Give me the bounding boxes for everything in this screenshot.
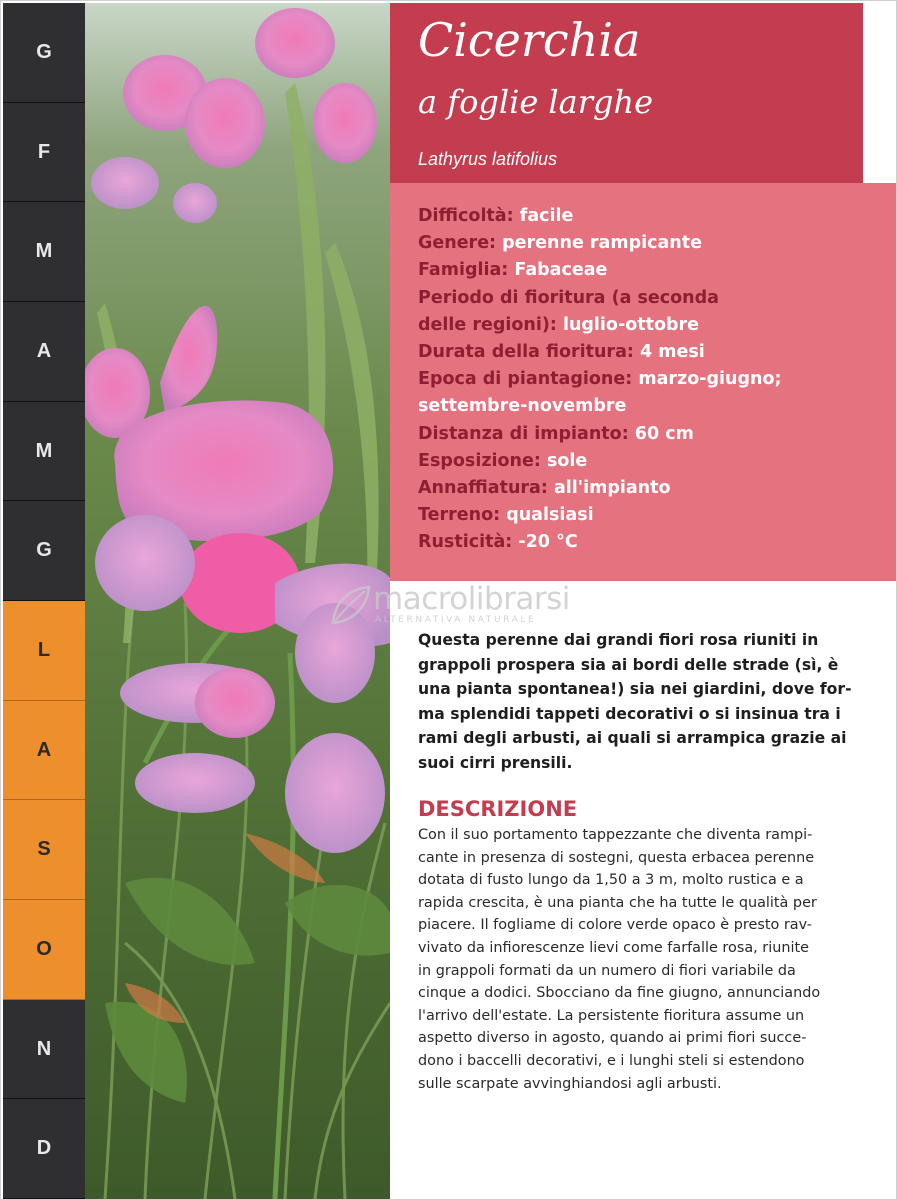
- description-line: rapida crescita, è una pianta che ha tutte le qualità per: [418, 894, 817, 911]
- info-value: marzo-giugno;: [638, 369, 782, 390]
- watermark-text: macrolibrarsi: [373, 581, 570, 617]
- description-line: dono i baccelli decorativi, e i lunghi steli si estendono: [418, 1052, 805, 1069]
- title-panel: [390, 3, 863, 183]
- info-key: delle regioni):: [418, 314, 563, 335]
- description-line: dotata di fusto lungo da 1,50 a 3 m, molto rustica e a: [418, 872, 804, 889]
- month-cell: M: [3, 202, 85, 302]
- info-row: [418, 339, 781, 366]
- info-panel: [390, 183, 896, 581]
- month-cell: N: [3, 1000, 85, 1100]
- month-cell: G: [3, 3, 85, 103]
- info-key: Genere:: [418, 233, 503, 254]
- info-value: qualsiasi: [506, 505, 594, 526]
- plant-subtitle: a foglie larghe: [418, 83, 654, 121]
- info-value: 60 cm: [634, 423, 694, 444]
- intro-line: una pianta spontanea!) sia nei giardini, dove for-: [418, 680, 852, 699]
- plant-title: Cicerchia: [418, 13, 641, 67]
- description-line: cinque a dodici. Sbocciano da fine giugno, annunciando: [418, 985, 821, 1002]
- description-line: Con il suo portamento tappezzante che diventa rampi-: [418, 827, 813, 843]
- month-cell: D: [3, 1099, 85, 1199]
- info-value: -20 °C: [518, 532, 578, 553]
- info-key: Periodo di fioritura (a seconda: [418, 287, 719, 308]
- latin-name: Lathyrus latifolius: [418, 149, 558, 169]
- month-cell: G: [3, 501, 85, 601]
- info-row: [418, 230, 781, 257]
- info-row: [418, 257, 781, 284]
- info-row: [418, 421, 781, 448]
- month-cell: A: [3, 701, 85, 801]
- info-key: Terreno:: [418, 505, 507, 526]
- description-line: cante in presenza di sostegni, questa erbacea perenne: [418, 849, 815, 866]
- info-row: [418, 529, 781, 556]
- info-list: [418, 203, 781, 557]
- info-value: sole: [546, 450, 588, 471]
- description-paragraph: [418, 824, 873, 1095]
- intro-line: rami degli arbusti, ai quali si arrampica grazie ai: [418, 729, 847, 748]
- leaf-logo-icon: [329, 583, 373, 627]
- info-value: Fabaceae: [514, 260, 608, 281]
- info-key: Durata della fioritura:: [418, 342, 640, 363]
- info-value: perenne rampicante: [502, 233, 703, 254]
- month-cell: S: [3, 800, 85, 900]
- intro-paragraph: [418, 628, 873, 776]
- month-cell: A: [3, 302, 85, 402]
- section-heading: DESCRIZIONE: [418, 797, 578, 821]
- info-key: Esposizione:: [418, 450, 547, 471]
- info-row: [418, 203, 781, 230]
- info-value: luglio-ottobre: [562, 314, 700, 335]
- month-cell: O: [3, 900, 85, 1000]
- info-value: all'impianto: [553, 478, 671, 499]
- month-cell: M: [3, 402, 85, 502]
- watermark-tagline: ALTERNATIVA NATURALE: [375, 615, 537, 625]
- intro-line: suoi cirri prensili.: [418, 753, 573, 772]
- description-line: l'arrivo dell'estate. La persistente fioritura assume un: [418, 1007, 805, 1024]
- info-row: [418, 502, 781, 529]
- info-row: [418, 475, 781, 502]
- info-value: facile: [519, 206, 574, 226]
- info-row: [418, 448, 781, 475]
- description-line: in grappoli formati da un numero di fiori variabile da: [418, 962, 796, 979]
- watermark: [309, 581, 639, 631]
- info-row: [418, 312, 781, 339]
- intro-line: ma splendidi tappeti decorativi o si insinua tra i: [418, 704, 841, 723]
- info-row: [418, 285, 781, 312]
- description-line: sulle scarpate avvinghiandosi agli arbusti.: [418, 1075, 722, 1092]
- info-key: Famiglia:: [418, 260, 515, 281]
- intro-line: Questa perenne dai grandi fiori rosa riuniti in: [418, 631, 819, 649]
- description-line: aspetto diverso in agosto, quando ai primi fiori succe-: [418, 1030, 807, 1047]
- info-key: Difficoltà:: [418, 206, 520, 226]
- info-row: [418, 393, 781, 420]
- info-key: Distanza di impianto:: [418, 423, 635, 444]
- info-key: Epoca di piantagione:: [418, 369, 639, 390]
- intro-line: grappoli prospera sia ai bordi delle strade (sì, è: [418, 655, 839, 674]
- month-cell: F: [3, 103, 85, 203]
- info-value: settembre-novembre: [418, 396, 627, 417]
- month-strip: [3, 3, 85, 1199]
- info-key: Rusticità:: [418, 532, 519, 553]
- info-value: 4 mesi: [639, 342, 705, 363]
- month-cell: L: [3, 601, 85, 701]
- info-row: [418, 366, 781, 393]
- info-key: Annaffiatura:: [418, 478, 554, 499]
- description-line: vivato da infiorescenze lievi come farfalle rosa, riunite: [418, 939, 809, 956]
- description-line: piacere. Il fogliame di colore verde opaco è presto rav-: [418, 917, 812, 934]
